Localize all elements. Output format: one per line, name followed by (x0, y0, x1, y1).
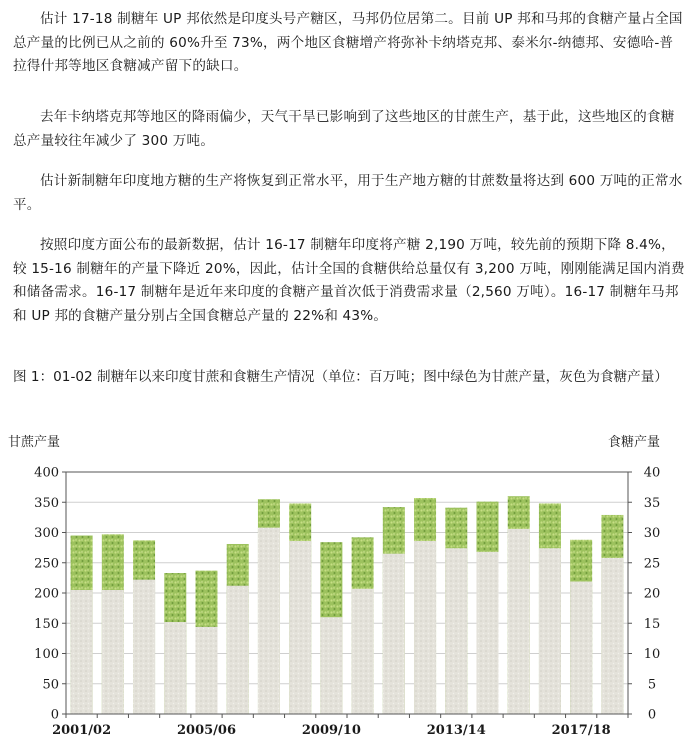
paragraph-4: 按照印度方面公布的最新数据，估计 16-17 制糖年印度将产糖 2,190 万吨，较先前的预期下降 8.4%，较 15-16 制糖年的产量下降近 20%，因此，估计全国的食糖供给总量仅有 3,200 万吨，刚刚能满足国内消费和储备需求。16-17 制糖年是近年来印度的食糖产量首次低于消费需求量（2,560 万吨）。16-17 制糖年马邦和 UP 邦的食糖产量分别占全国食糖总产量的 22%和 43%。 (13, 237, 685, 324)
left-axis-title: 甘蔗产量 (8, 435, 61, 450)
sugar-bar (445, 548, 467, 714)
left-tick-label: 400 (34, 465, 59, 481)
left-tick-label: 250 (34, 556, 59, 572)
x-tick-label: 2005/06 (176, 723, 237, 738)
sugar-bar (352, 589, 374, 714)
sugar-bar (570, 582, 592, 714)
left-tick-label: 100 (34, 647, 59, 662)
sugar-bar (320, 617, 342, 714)
x-tick-label: 2017/18 (551, 723, 611, 738)
sugar-bar (71, 590, 93, 714)
sugar-bar (508, 529, 530, 714)
left-tick-label: 200 (34, 586, 59, 602)
x-tick-label: 2009/10 (301, 723, 361, 738)
chart-container (0, 425, 697, 746)
sugar-bar (102, 590, 124, 714)
sugar-bar (414, 541, 436, 714)
left-tick-label: 150 (34, 616, 59, 632)
sugar-bar (227, 586, 249, 714)
left-tick-label: 300 (34, 526, 59, 541)
bar-series (71, 496, 624, 714)
right-tick-label: 25 (643, 556, 661, 572)
paragraph-3: 估计新制糖年印度地方糖的生产将恢复到正常水平，用于生产地方糖的甘蔗数量将达到 600 万吨的正常水平。 (13, 173, 683, 213)
sugar-bar (539, 548, 561, 714)
sugar-bar (133, 580, 155, 714)
x-ticks (52, 714, 628, 738)
sugar-bar (477, 552, 499, 714)
left-y-ticks (34, 466, 66, 723)
sugar-bar (289, 541, 311, 714)
right-tick-label: 20 (643, 586, 661, 602)
right-axis-title: 食糖产量 (608, 435, 661, 450)
left-tick-label: 0 (50, 707, 59, 723)
right-tick-label: 35 (643, 495, 661, 511)
sugar-bar (383, 554, 405, 714)
paragraph-2: 去年卡纳塔克邦等地区的降雨偏少，天气干旱已影响到了这些地区的甘蔗生产，基于此，这些地区的食糖总产量较往年减少了 300 万吨。 (13, 109, 675, 149)
x-tick-label: 2013/14 (426, 723, 486, 738)
sugar-bar (601, 558, 623, 714)
right-tick-label: 5 (647, 677, 657, 693)
right-y-ticks (628, 466, 660, 723)
sugar-bar (196, 627, 218, 714)
figure-caption: 图 1：01-02 制糖年以来印度甘蔗和食糖生产情况（单位：百万吨；图中绿色为甘蔗产量，灰色为食糖产量） (13, 369, 668, 385)
sugar-production-chart (0, 425, 697, 746)
left-tick-label: 50 (42, 677, 59, 693)
sugar-bar (258, 528, 280, 714)
left-tick-label: 350 (34, 495, 59, 511)
right-tick-label: 10 (643, 647, 661, 662)
right-tick-label: 40 (643, 465, 661, 481)
paragraph-1: 估计 17-18 制糖年 UP 邦依然是印度头号产糖区，马邦仍位居第二。目前 UP 邦和马邦的食糖产量占全国总产量的比例已从之前的 60%升至 73%，两个地区食糖增产将弥补卡纳塔克邦、泰米尔-纳德邦、安德哈-普拉得什邦等地区食糖减产留下的缺口。 (13, 11, 683, 74)
right-tick-label: 15 (643, 616, 661, 632)
right-tick-label: 0 (647, 707, 657, 723)
right-tick-label: 30 (643, 526, 661, 541)
sugar-bar (164, 622, 186, 714)
x-tick-label: 2001/02 (52, 723, 112, 738)
